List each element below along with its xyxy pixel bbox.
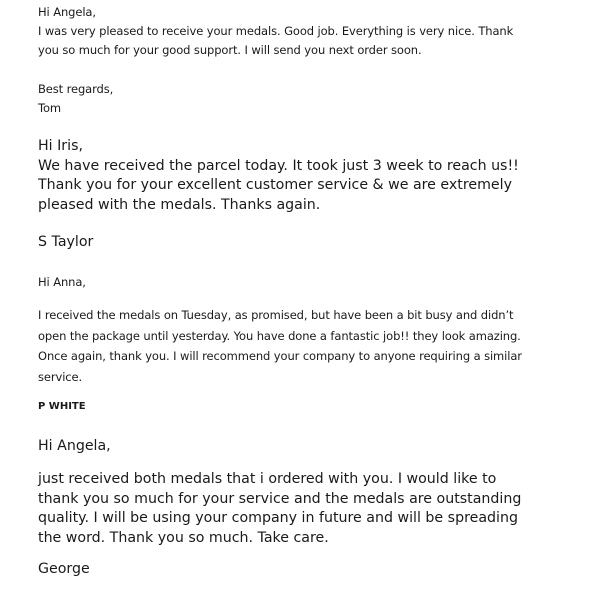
letter-3-signoff	[38, 401, 86, 412]
letter-2-body-line: We have received the parcel today. It took just 3 week to reach us!!	[38, 157, 519, 174]
letter-1-signature: Tom	[38, 101, 62, 115]
letter-2-body-line: pleased with the medals. Thanks again.	[38, 196, 321, 213]
letter-2	[38, 137, 519, 215]
letter-4-body-line: thank you so much for your service and the medals are outstanding	[38, 490, 522, 507]
letter-1-signoff	[38, 80, 113, 118]
letter-3-body-line: Once again, thank you. I will recommend your company to anyone requiring a similar	[38, 349, 522, 363]
letter-2-body-line: Thank you for your excellent customer service & we are extremely	[38, 177, 512, 193]
letter-1-closing: Best regards,	[38, 82, 114, 96]
letter-4	[38, 470, 521, 548]
letter-3-body-line: I received the medals on Tuesday, as promised, but have been a bit busy and didn’t	[38, 308, 514, 322]
letter-3-body-line: service.	[38, 369, 83, 384]
letter-3-body-line: open the package until yesterday. You have done a fantastic job!! they look amazing.	[38, 328, 521, 343]
letter-3	[38, 305, 522, 387]
letter-4-greeting: Hi Angela,	[38, 438, 111, 454]
letter-4-body-line: just received both medals that i ordered with you. I would like to	[38, 471, 497, 487]
letter-3-signature: P WHITE	[38, 401, 86, 412]
letter-3-header	[38, 273, 86, 292]
letter-4-signoff	[38, 560, 90, 580]
letter-4-body-line: the word. Thank you so much. Take care.	[38, 529, 329, 546]
letter-1-greeting: Hi Angela,	[38, 5, 96, 19]
letter-4-header	[38, 437, 111, 457]
letter-4-signature: George	[38, 561, 90, 577]
letter-4-body-line: quality. I will be using your company in future and will be spreading	[38, 510, 518, 526]
letter-1-body-line: you so much for your good support. I will send you next order soon.	[38, 43, 422, 57]
letter-2-greeting: Hi Iris,	[38, 138, 83, 154]
letter-2-signoff	[38, 233, 93, 253]
letter-2-signature: S Taylor	[38, 234, 94, 250]
letter-3-greeting: Hi Anna,	[38, 275, 86, 289]
letter-1	[38, 3, 513, 60]
letter-1-body-line: I was very pleased to receive your medals. Good job. Everything is very nice. Thank	[38, 24, 514, 38]
